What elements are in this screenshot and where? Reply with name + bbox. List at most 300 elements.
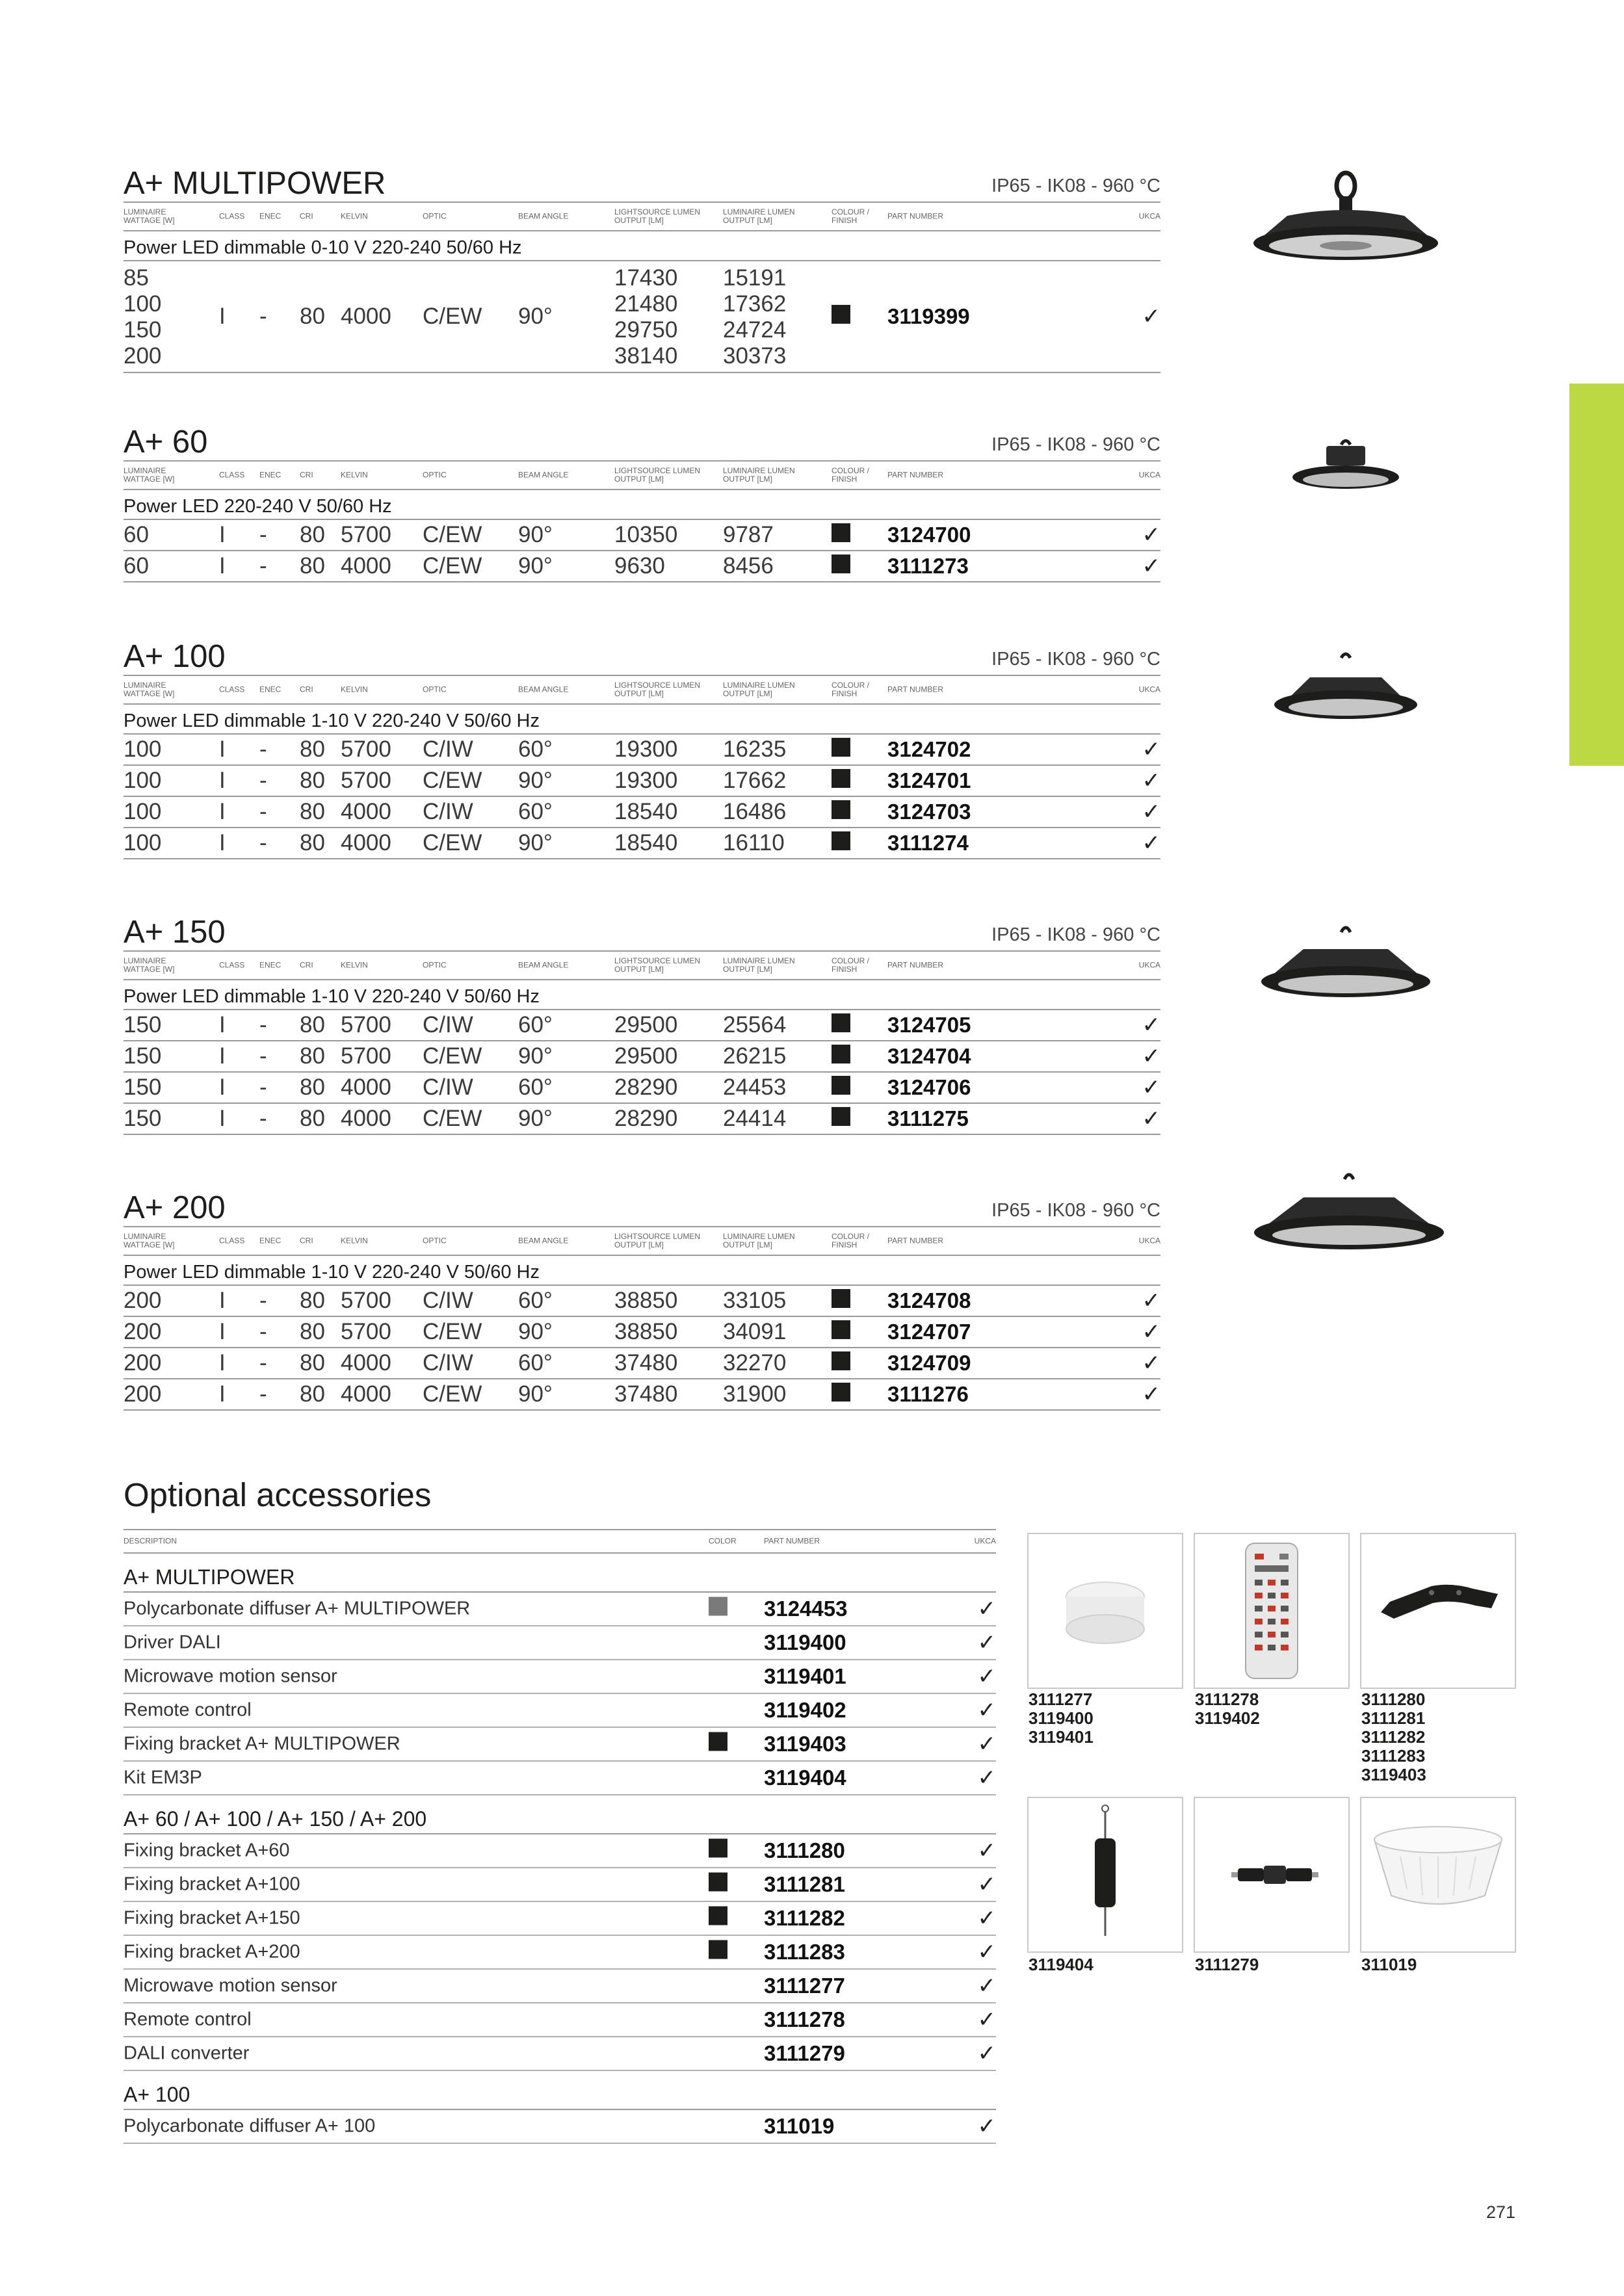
accessory-row	[124, 1593, 996, 1626]
part-number: 3124704	[887, 1044, 971, 1068]
accessory-group	[124, 1554, 996, 1795]
kelvin-value: 5700	[341, 1319, 391, 1344]
col-wattage: LUMINAIRE WATTAGE [W]	[124, 681, 175, 698]
col-class: CLASS	[219, 685, 245, 694]
cri-value: 80	[300, 1106, 325, 1131]
col-ukca: UKCA	[1138, 960, 1160, 970]
accessory-tile-diffuser	[1360, 1797, 1516, 1953]
part-number: 3111274	[887, 831, 969, 855]
chapter-tab	[1569, 384, 1624, 766]
colour-swatch	[832, 522, 850, 548]
accessory-row	[124, 1626, 996, 1660]
wattage-value: 100	[124, 768, 162, 793]
lightsource-value: 19300	[614, 768, 678, 793]
beam-value: 90°	[518, 1381, 553, 1407]
optic-value: C/IW	[423, 1350, 473, 1376]
part-number: 3124700	[887, 523, 971, 547]
col-lightsource-lumen: LIGHTSOURCE LUMEN OUTPUT [LM]	[614, 956, 701, 974]
col-kelvin: KELVIN	[341, 1236, 368, 1246]
lightsource-value: 29500	[614, 1043, 678, 1069]
enec-value: -	[259, 522, 267, 547]
table-row	[124, 735, 1160, 766]
col-wattage: LUMINAIRE WATTAGE [W]	[124, 956, 175, 974]
part-number: 3111276	[887, 1382, 969, 1406]
kelvin-value: 4000	[341, 830, 391, 855]
tile-label: 311019	[1361, 1955, 1417, 1974]
section-subheading: Power LED dimmable 0-10 V 220-240 50/60 Hz	[124, 231, 1160, 261]
col-optic: OPTIC	[423, 470, 447, 480]
accessory-part-number: 3111281	[764, 1872, 845, 1896]
dali-converter-icon	[1195, 1798, 1348, 1951]
accessory-part-number: 3124453	[764, 1597, 848, 1621]
accessory-tile-sensor	[1027, 1533, 1183, 1689]
section-title: A+ 60	[124, 424, 208, 460]
table-header	[124, 202, 1160, 231]
lightsource-value: 28290	[614, 1106, 678, 1131]
class-value: I	[219, 1043, 226, 1069]
product-section	[124, 1190, 1160, 1411]
accessory-groups	[124, 1554, 996, 2144]
check-icon: ✓	[977, 1766, 996, 1790]
table-header	[124, 675, 1160, 705]
col-optic: OPTIC	[423, 960, 447, 970]
lamp-a60-image	[1290, 437, 1401, 502]
optic-value: C/EW	[423, 304, 482, 329]
col-kelvin: KELVIN	[341, 470, 368, 480]
check-icon: ✓	[1142, 1351, 1160, 1376]
accessory-group	[124, 1795, 996, 2071]
product-section	[124, 424, 1160, 582]
beam-value: 60°	[518, 1012, 553, 1037]
accessory-description: Remote control	[124, 2009, 252, 2030]
section-rating: IP65 - IK08 - 960 °C	[991, 1200, 1160, 1221]
kelvin-value: 4000	[341, 799, 391, 824]
check-icon: ✓	[977, 1838, 996, 1863]
wattage-value: 100	[124, 799, 162, 824]
part-number: 3124703	[887, 800, 971, 824]
check-icon: ✓	[977, 2041, 996, 2066]
section-title: A+ 200	[124, 1190, 226, 1225]
part-number: 3111275	[887, 1106, 969, 1130]
section-title: A+ 100	[124, 639, 226, 674]
wattage-value: 200	[124, 1381, 162, 1407]
col-class: CLASS	[219, 960, 245, 970]
lamp-a100-image	[1271, 650, 1421, 728]
accessory-group-title: A+ 60 / A+ 100 / A+ 150 / A+ 200	[124, 1795, 996, 1834]
lightsource-value: 19300	[614, 737, 678, 762]
beam-value: 60°	[518, 799, 553, 824]
check-icon: ✓	[1142, 768, 1160, 793]
beam-value: 90°	[518, 304, 553, 329]
col-optic: OPTIC	[423, 1236, 447, 1246]
colour-swatch	[832, 1350, 850, 1376]
class-value: I	[219, 1350, 226, 1376]
accessory-row	[124, 1936, 996, 1970]
bracket-icon	[1361, 1534, 1515, 1688]
product-section	[124, 914, 1160, 1135]
accessory-description: Remote control	[124, 1699, 252, 1721]
enec-value: -	[259, 1043, 267, 1069]
colour-swatch	[832, 830, 850, 856]
col-luminaire-lumen: LUMINAIRE LUMEN OUTPUT [LM]	[723, 1232, 795, 1249]
colour-swatch	[832, 737, 850, 763]
kelvin-value: 4000	[341, 304, 391, 329]
remote-control-icon	[1195, 1534, 1348, 1688]
col-enec: ENEC	[259, 960, 282, 970]
accessory-description: Fixing bracket A+200	[124, 1941, 300, 1963]
colour-swatch	[832, 1075, 850, 1101]
kelvin-value: 4000	[341, 1075, 391, 1100]
part-number: 3124705	[887, 1013, 971, 1037]
col-ukca: UKCA	[1138, 470, 1160, 480]
colour-swatch	[832, 1012, 850, 1038]
section-rating: IP65 - IK08 - 960 °C	[991, 924, 1160, 945]
accessory-color-swatch	[709, 1907, 727, 1931]
accessory-tile-bracket	[1360, 1533, 1516, 1689]
tile-label: 3119404	[1028, 1955, 1094, 1974]
section-subheading: Power LED dimmable 1-10 V 220-240 V 50/60 Hz	[124, 980, 1160, 1010]
accessory-description: DALI converter	[124, 2042, 250, 2064]
optic-value: C/IW	[423, 1288, 473, 1313]
optic-value: C/EW	[423, 1106, 482, 1131]
check-icon: ✓	[1142, 1075, 1160, 1100]
accessory-description: Fixing bracket A+60	[124, 1840, 290, 1861]
sensor-icon	[1028, 1534, 1182, 1688]
col-beam: BEAM ANGLE	[518, 685, 569, 694]
kelvin-value: 4000	[341, 553, 391, 579]
check-icon: ✓	[977, 1974, 996, 1998]
kelvin-value: 4000	[341, 1106, 391, 1131]
colour-swatch	[832, 1106, 850, 1132]
lamp-a200-image	[1251, 1170, 1447, 1261]
col-cri: CRI	[300, 960, 313, 970]
accessory-row	[124, 1868, 996, 1902]
col-luminaire-lumen: LUMINAIRE LUMEN OUTPUT [LM]	[723, 466, 795, 484]
col-luminaire-lumen: LUMINAIRE LUMEN OUTPUT [LM]	[723, 956, 795, 974]
product-section	[124, 638, 1160, 859]
check-icon: ✓	[977, 2114, 996, 2139]
col-beam: BEAM ANGLE	[518, 470, 569, 480]
accessory-tile-dali	[1194, 1797, 1350, 1953]
tile-label: 3111277 3119400 3119401	[1028, 1689, 1094, 1747]
kelvin-value: 5700	[341, 522, 391, 547]
col-class: CLASS	[219, 211, 245, 221]
part-number: 3124701	[887, 768, 971, 792]
optic-value: C/EW	[423, 768, 482, 793]
accessory-part-number: 3119402	[764, 1698, 846, 1722]
col-enec: ENEC	[259, 685, 282, 694]
colour-swatch	[832, 1381, 850, 1407]
optic-value: C/EW	[423, 830, 482, 855]
check-icon: ✓	[977, 1597, 996, 1621]
accessory-color-swatch	[709, 1732, 727, 1756]
col-color: COLOR	[709, 1536, 737, 1546]
enec-value: -	[259, 1288, 267, 1313]
colour-swatch	[832, 768, 850, 794]
table-row	[124, 1041, 1160, 1073]
kelvin-value: 5700	[341, 768, 391, 793]
class-value: I	[219, 1381, 226, 1407]
enec-value: -	[259, 304, 267, 329]
luminaire-value: 31900	[723, 1381, 787, 1407]
enec-value: -	[259, 1381, 267, 1407]
col-kelvin: KELVIN	[341, 685, 368, 694]
class-value: I	[219, 737, 226, 762]
section-rating: IP65 - IK08 - 960 °C	[991, 434, 1160, 455]
optic-value: C/EW	[423, 1381, 482, 1407]
accessory-part-number: 3111283	[764, 1940, 845, 1964]
section-rating: IP65 - IK08 - 960 °C	[991, 176, 1160, 196]
luminaire-value: 24414	[723, 1106, 787, 1131]
check-icon: ✓	[977, 1698, 996, 1723]
check-icon: ✓	[1142, 523, 1160, 547]
wattage-value: 150	[124, 1106, 162, 1131]
wattage-value: 200	[124, 1319, 162, 1344]
table-row	[124, 1104, 1160, 1135]
table-row	[124, 797, 1160, 828]
beam-value: 90°	[518, 1043, 553, 1069]
lightsource-value: 18540	[614, 799, 678, 824]
col-colour: COLOUR / FINISH	[832, 956, 870, 974]
accessory-row	[124, 2110, 996, 2144]
col-part: PART NUMBER	[887, 211, 944, 221]
col-enec: ENEC	[259, 211, 282, 221]
col-enec: ENEC	[259, 470, 282, 480]
col-enec: ENEC	[259, 1236, 282, 1246]
cri-value: 80	[300, 304, 325, 329]
lightsource-value: 18540	[614, 830, 678, 855]
class-value: I	[219, 768, 226, 793]
lightsource-value: 29500	[614, 1012, 678, 1037]
cri-value: 80	[300, 799, 325, 824]
beam-value: 90°	[518, 830, 553, 855]
check-icon: ✓	[977, 1906, 996, 1931]
col-ukca: UKCA	[1138, 685, 1160, 694]
table-row	[124, 1317, 1160, 1348]
part-number: 3124707	[887, 1320, 971, 1344]
part-number: 3111273	[887, 554, 969, 578]
section-title: A+ MULTIPOWER	[124, 166, 386, 201]
cri-value: 80	[300, 737, 325, 762]
lightsource-value: 9630	[614, 553, 665, 579]
enec-value: -	[259, 737, 267, 762]
colour-swatch	[832, 1043, 850, 1069]
kelvin-value: 5700	[341, 1012, 391, 1037]
section-subheading: Power LED dimmable 1-10 V 220-240 V 50/60 Hz	[124, 1256, 1160, 1286]
enec-value: -	[259, 1012, 267, 1037]
luminaire-value: 26215	[723, 1043, 787, 1069]
kelvin-value: 4000	[341, 1350, 391, 1376]
cri-value: 80	[300, 1012, 325, 1037]
luminaire-value: 16486	[723, 799, 787, 824]
accessory-row	[124, 2003, 996, 2037]
section-multipower	[124, 165, 1160, 373]
lightsource-values: 17430 21480 29750 38140	[614, 265, 678, 369]
check-icon: ✓	[977, 1872, 996, 1897]
colour-swatch	[832, 553, 850, 579]
accessory-part-number: 3111282	[764, 1906, 845, 1930]
colour-swatch	[832, 1319, 850, 1345]
wattage-value: 150	[124, 1012, 162, 1037]
kelvin-value: 4000	[341, 1381, 391, 1407]
check-icon: ✓	[1142, 800, 1160, 824]
enec-value: -	[259, 1106, 267, 1131]
check-icon: ✓	[977, 1732, 996, 1756]
beam-value: 90°	[518, 1319, 553, 1344]
section-title: A+ 150	[124, 915, 226, 950]
enec-value: -	[259, 1350, 267, 1376]
col-ukca: UKCA	[1138, 211, 1160, 221]
col-lightsource-lumen: LIGHTSOURCE LUMEN OUTPUT [LM]	[614, 466, 701, 484]
lightsource-value: 37480	[614, 1350, 678, 1376]
kelvin-value: 5700	[341, 1288, 391, 1313]
tile-label: 3111278 3119402	[1195, 1689, 1260, 1728]
accessory-description: Driver DALI	[124, 1632, 221, 1653]
part-number: 3124709	[887, 1351, 971, 1375]
col-beam: BEAM ANGLE	[518, 211, 569, 221]
col-beam: BEAM ANGLE	[518, 960, 569, 970]
wattage-value: 150	[124, 1043, 162, 1069]
class-value: I	[219, 1075, 226, 1100]
beam-value: 60°	[518, 1075, 553, 1100]
lightsource-value: 38850	[614, 1319, 678, 1344]
col-luminaire-lumen: LUMINAIRE LUMEN OUTPUT [LM]	[723, 681, 795, 698]
col-part: PART NUMBER	[764, 1536, 820, 1546]
beam-value: 60°	[518, 1350, 553, 1376]
part-number: 3119399	[887, 304, 970, 328]
enec-value: -	[259, 1075, 267, 1100]
cri-value: 80	[300, 1381, 325, 1407]
col-cri: CRI	[300, 211, 313, 221]
kelvin-value: 5700	[341, 1043, 391, 1069]
colour-swatch	[832, 1288, 850, 1314]
accessory-part-number: 3111277	[764, 1974, 845, 1998]
col-class: CLASS	[219, 1236, 245, 1246]
table-row	[124, 1379, 1160, 1411]
beam-value: 60°	[518, 737, 553, 762]
part-number: 3124702	[887, 737, 971, 761]
accessory-description: Microwave motion sensor	[124, 1665, 337, 1687]
luminaire-value: 33105	[723, 1288, 787, 1313]
optic-value: C/EW	[423, 1043, 482, 1069]
lightsource-value: 38850	[614, 1288, 678, 1313]
enec-value: -	[259, 768, 267, 793]
wattage-value: 150	[124, 1075, 162, 1100]
beam-value: 90°	[518, 522, 553, 547]
accessory-description: Kit EM3P	[124, 1767, 202, 1788]
col-lightsource-lumen: LIGHTSOURCE LUMEN OUTPUT [LM]	[614, 1232, 701, 1249]
col-optic: OPTIC	[423, 685, 447, 694]
accessory-row	[124, 1694, 996, 1728]
table-row	[124, 1286, 1160, 1317]
accessory-description: Microwave motion sensor	[124, 1975, 337, 1996]
class-value: I	[219, 1106, 226, 1131]
optic-value: C/EW	[423, 522, 482, 547]
lamp-a150-image	[1258, 923, 1434, 1008]
accessory-group-title: A+ MULTIPOWER	[124, 1554, 996, 1593]
accessory-row	[124, 2037, 996, 2071]
col-wattage: LUMINAIRE WATTAGE [W]	[124, 466, 175, 484]
accessory-row	[124, 1970, 996, 2003]
accessory-tile-emergency-kit	[1027, 1797, 1183, 1953]
table-row	[124, 1010, 1160, 1041]
cri-value: 80	[300, 553, 325, 579]
enec-value: -	[259, 799, 267, 824]
accessory-row	[124, 1762, 996, 1795]
class-value: I	[219, 799, 226, 824]
cri-value: 80	[300, 830, 325, 855]
table-row	[124, 261, 1160, 373]
lamp-multipower-image	[1248, 170, 1443, 274]
luminaire-value: 8456	[723, 553, 774, 579]
accessory-part-number: 3119403	[764, 1732, 846, 1756]
accessory-description: Polycarbonate diffuser A+ 100	[124, 2115, 376, 2137]
accessory-group-title: A+ 100	[124, 2071, 996, 2110]
check-icon: ✓	[1142, 554, 1160, 579]
class-value: I	[219, 553, 226, 579]
class-value: I	[219, 1288, 226, 1313]
accessory-tile-remote	[1194, 1533, 1350, 1689]
cri-value: 80	[300, 1043, 325, 1069]
accessory-part-number: 3119404	[764, 1766, 846, 1790]
col-colour: COLOUR / FINISH	[832, 1232, 870, 1249]
wattage-value: 100	[124, 830, 162, 855]
beam-value: 90°	[518, 553, 553, 579]
table-row	[124, 1348, 1160, 1379]
part-number: 3124708	[887, 1288, 971, 1312]
check-icon: ✓	[977, 1940, 996, 1964]
wattage-values: 85 100 150 200	[124, 265, 162, 369]
lightsource-value: 10350	[614, 522, 678, 547]
accessory-color-swatch	[709, 1873, 727, 1897]
beam-value: 90°	[518, 768, 553, 793]
check-icon: ✓	[1142, 1288, 1160, 1313]
col-lightsource-lumen: LIGHTSOURCE LUMEN OUTPUT [LM]	[614, 207, 701, 225]
wattage-value: 200	[124, 1288, 162, 1313]
accessories-title: Optional accessories	[124, 1476, 432, 1513]
table-row	[124, 766, 1160, 797]
class-value: I	[219, 1012, 226, 1037]
col-optic: OPTIC	[423, 211, 447, 221]
check-icon: ✓	[1142, 831, 1160, 855]
check-icon: ✓	[1142, 737, 1160, 762]
col-part: PART NUMBER	[887, 685, 944, 694]
col-beam: BEAM ANGLE	[518, 1236, 569, 1246]
cri-value: 80	[300, 1075, 325, 1100]
accessory-row	[124, 1902, 996, 1936]
accessory-color-swatch	[709, 1839, 727, 1863]
enec-value: -	[259, 830, 267, 855]
wattage-value: 100	[124, 737, 162, 762]
accessory-row	[124, 1834, 996, 1868]
accessory-part-number: 311019	[764, 2114, 835, 2138]
luminaire-value: 32270	[723, 1350, 787, 1376]
accessory-description: Fixing bracket A+150	[124, 1907, 300, 1929]
colour-swatch	[832, 799, 850, 825]
class-value: I	[219, 1319, 226, 1344]
luminaire-value: 16235	[723, 737, 787, 762]
accessory-description: Polycarbonate diffuser A+ MULTIPOWER	[124, 1598, 471, 1619]
optic-value: C/EW	[423, 1319, 482, 1344]
enec-value: -	[259, 553, 267, 579]
check-icon: ✓	[977, 1630, 996, 1655]
section-subheading: Power LED dimmable 1-10 V 220-240 V 50/60 Hz	[124, 705, 1160, 735]
check-icon: ✓	[1142, 1106, 1160, 1131]
cri-value: 80	[300, 1350, 325, 1376]
col-kelvin: KELVIN	[341, 211, 368, 221]
accessory-part-number: 3111279	[764, 2041, 845, 2065]
col-wattage: LUMINAIRE WATTAGE [W]	[124, 1232, 175, 1249]
